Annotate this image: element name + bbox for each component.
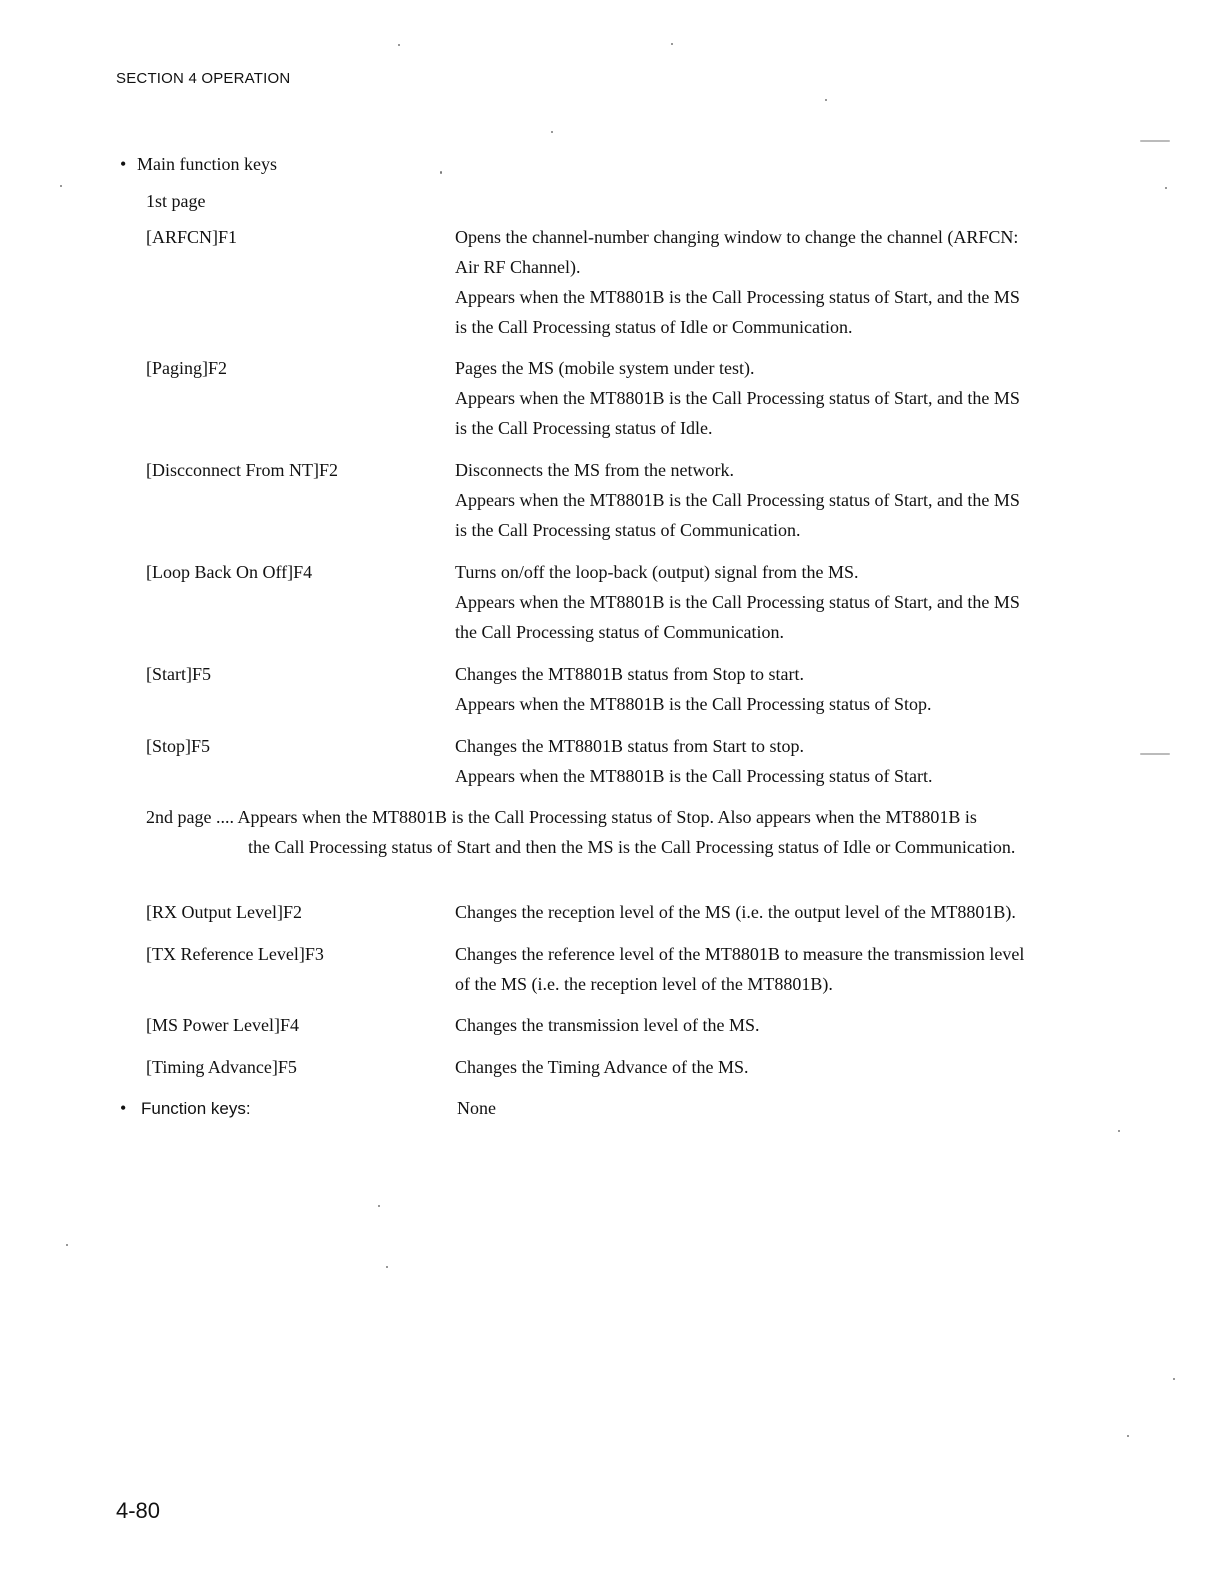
bullet-dot-icon: • <box>120 1098 127 1118</box>
description-line: Changes the reception level of the MS (i.e. the output level of the MT8801B). <box>455 902 1016 922</box>
function-keys-row <box>120 1093 1120 1124</box>
description-line: is the Call Processing status of Communication. <box>455 520 801 540</box>
key-description <box>455 353 1095 443</box>
description-line: Changes the MT8801B status from Stop to start. <box>455 664 804 684</box>
main-function-keys-title: Main function keys <box>137 154 277 174</box>
description-line: Disconnects the MS from the network. <box>455 460 734 480</box>
scan-speck <box>1127 1435 1129 1437</box>
description-line: Appears when the MT8801B is the Call Processing status of Start. <box>455 766 933 786</box>
key-description <box>455 222 1095 342</box>
key-label: [Loop Back On Off]F4 <box>146 562 313 582</box>
key-label: [Paging]F2 <box>146 358 227 378</box>
function-keys-text: Function keys: <box>141 1099 251 1118</box>
second-page-first-line: 2nd page .... Appears when the MT8801B is the Call Processing status of Stop. Also appears when the MT8801B is <box>146 807 977 827</box>
description-line: Changes the MT8801B status from Start to stop. <box>455 736 804 756</box>
scan-speck <box>1165 187 1167 189</box>
key-description <box>455 659 1095 719</box>
description-line: of the MS (i.e. the reception level of the MT8801B). <box>455 974 833 994</box>
key-description <box>455 731 1095 791</box>
description-line: Air RF Channel). <box>455 257 581 277</box>
scan-speck <box>1140 753 1170 755</box>
description-line: Changes the Timing Advance of the MS. <box>455 1057 749 1077</box>
key-description <box>455 939 1095 999</box>
scan-speck <box>1173 1378 1175 1380</box>
scan-speck <box>66 1244 68 1246</box>
key-label: [Timing Advance]F5 <box>146 1057 297 1077</box>
key-label: [Discconnect From NT]F2 <box>146 460 338 480</box>
scan-speck <box>398 44 400 46</box>
description-line: Appears when the MT8801B is the Call Processing status of Stop. <box>455 694 932 714</box>
description-line: Appears when the MT8801B is the Call Processing status of Start, and the MS <box>455 490 1020 510</box>
scan-speck <box>440 171 442 174</box>
description-line: Changes the reference level of the MT8801B to measure the transmission level <box>455 944 1025 964</box>
function-keys-label <box>120 1098 251 1118</box>
key-label: [TX Reference Level]F3 <box>146 944 324 964</box>
description-line: the Call Processing status of Communication. <box>455 622 784 642</box>
description-line: is the Call Processing status of Idle. <box>455 418 713 438</box>
second-page-continuation: the Call Processing status of Start and then the MS is the Call Processing status of Idle or Communication. <box>248 837 1016 857</box>
first-page-label: 1st page <box>146 191 206 211</box>
key-description <box>455 1010 1095 1040</box>
scan-speck <box>378 1205 380 1207</box>
section-header: SECTION 4 OPERATION <box>116 70 291 87</box>
description-line: is the Call Processing status of Idle or Communication. <box>455 317 853 337</box>
key-label: [ARFCN]F1 <box>146 227 238 247</box>
key-label: [MS Power Level]F4 <box>146 1015 299 1035</box>
scan-speck <box>671 43 673 45</box>
description-line: Pages the MS (mobile system under test). <box>455 358 755 378</box>
page-number: 4-80 <box>116 1498 161 1523</box>
key-label: [Start]F5 <box>146 664 211 684</box>
scan-speck <box>825 99 827 101</box>
key-description <box>455 897 1095 927</box>
key-description <box>455 1052 1095 1082</box>
description-line: Appears when the MT8801B is the Call Processing status of Start, and the MS <box>455 287 1020 307</box>
scan-speck <box>1118 1130 1120 1132</box>
scan-speck <box>551 131 553 133</box>
scan-speck <box>386 1266 388 1268</box>
description-line: Appears when the MT8801B is the Call Processing status of Start, and the MS <box>455 388 1020 408</box>
scan-speck <box>1140 140 1170 142</box>
description-line: Changes the transmission level of the MS. <box>455 1015 760 1035</box>
key-description <box>455 557 1095 647</box>
bullet-dot-icon: • <box>120 154 127 174</box>
second-page-paragraph <box>146 802 1086 862</box>
description-line: Opens the channel-number changing window to change the channel (ARFCN: <box>455 227 1019 247</box>
function-keys-value: None <box>457 1098 496 1118</box>
key-description <box>455 455 1095 545</box>
key-label: [Stop]F5 <box>146 736 211 756</box>
description-line: Turns on/off the loop-back (output) signal from the MS. <box>455 562 859 582</box>
key-label: [RX Output Level]F2 <box>146 902 302 922</box>
description-line: Appears when the MT8801B is the Call Processing status of Start, and the MS <box>455 592 1020 612</box>
scan-speck <box>60 185 62 187</box>
main-function-keys-heading <box>120 149 277 179</box>
